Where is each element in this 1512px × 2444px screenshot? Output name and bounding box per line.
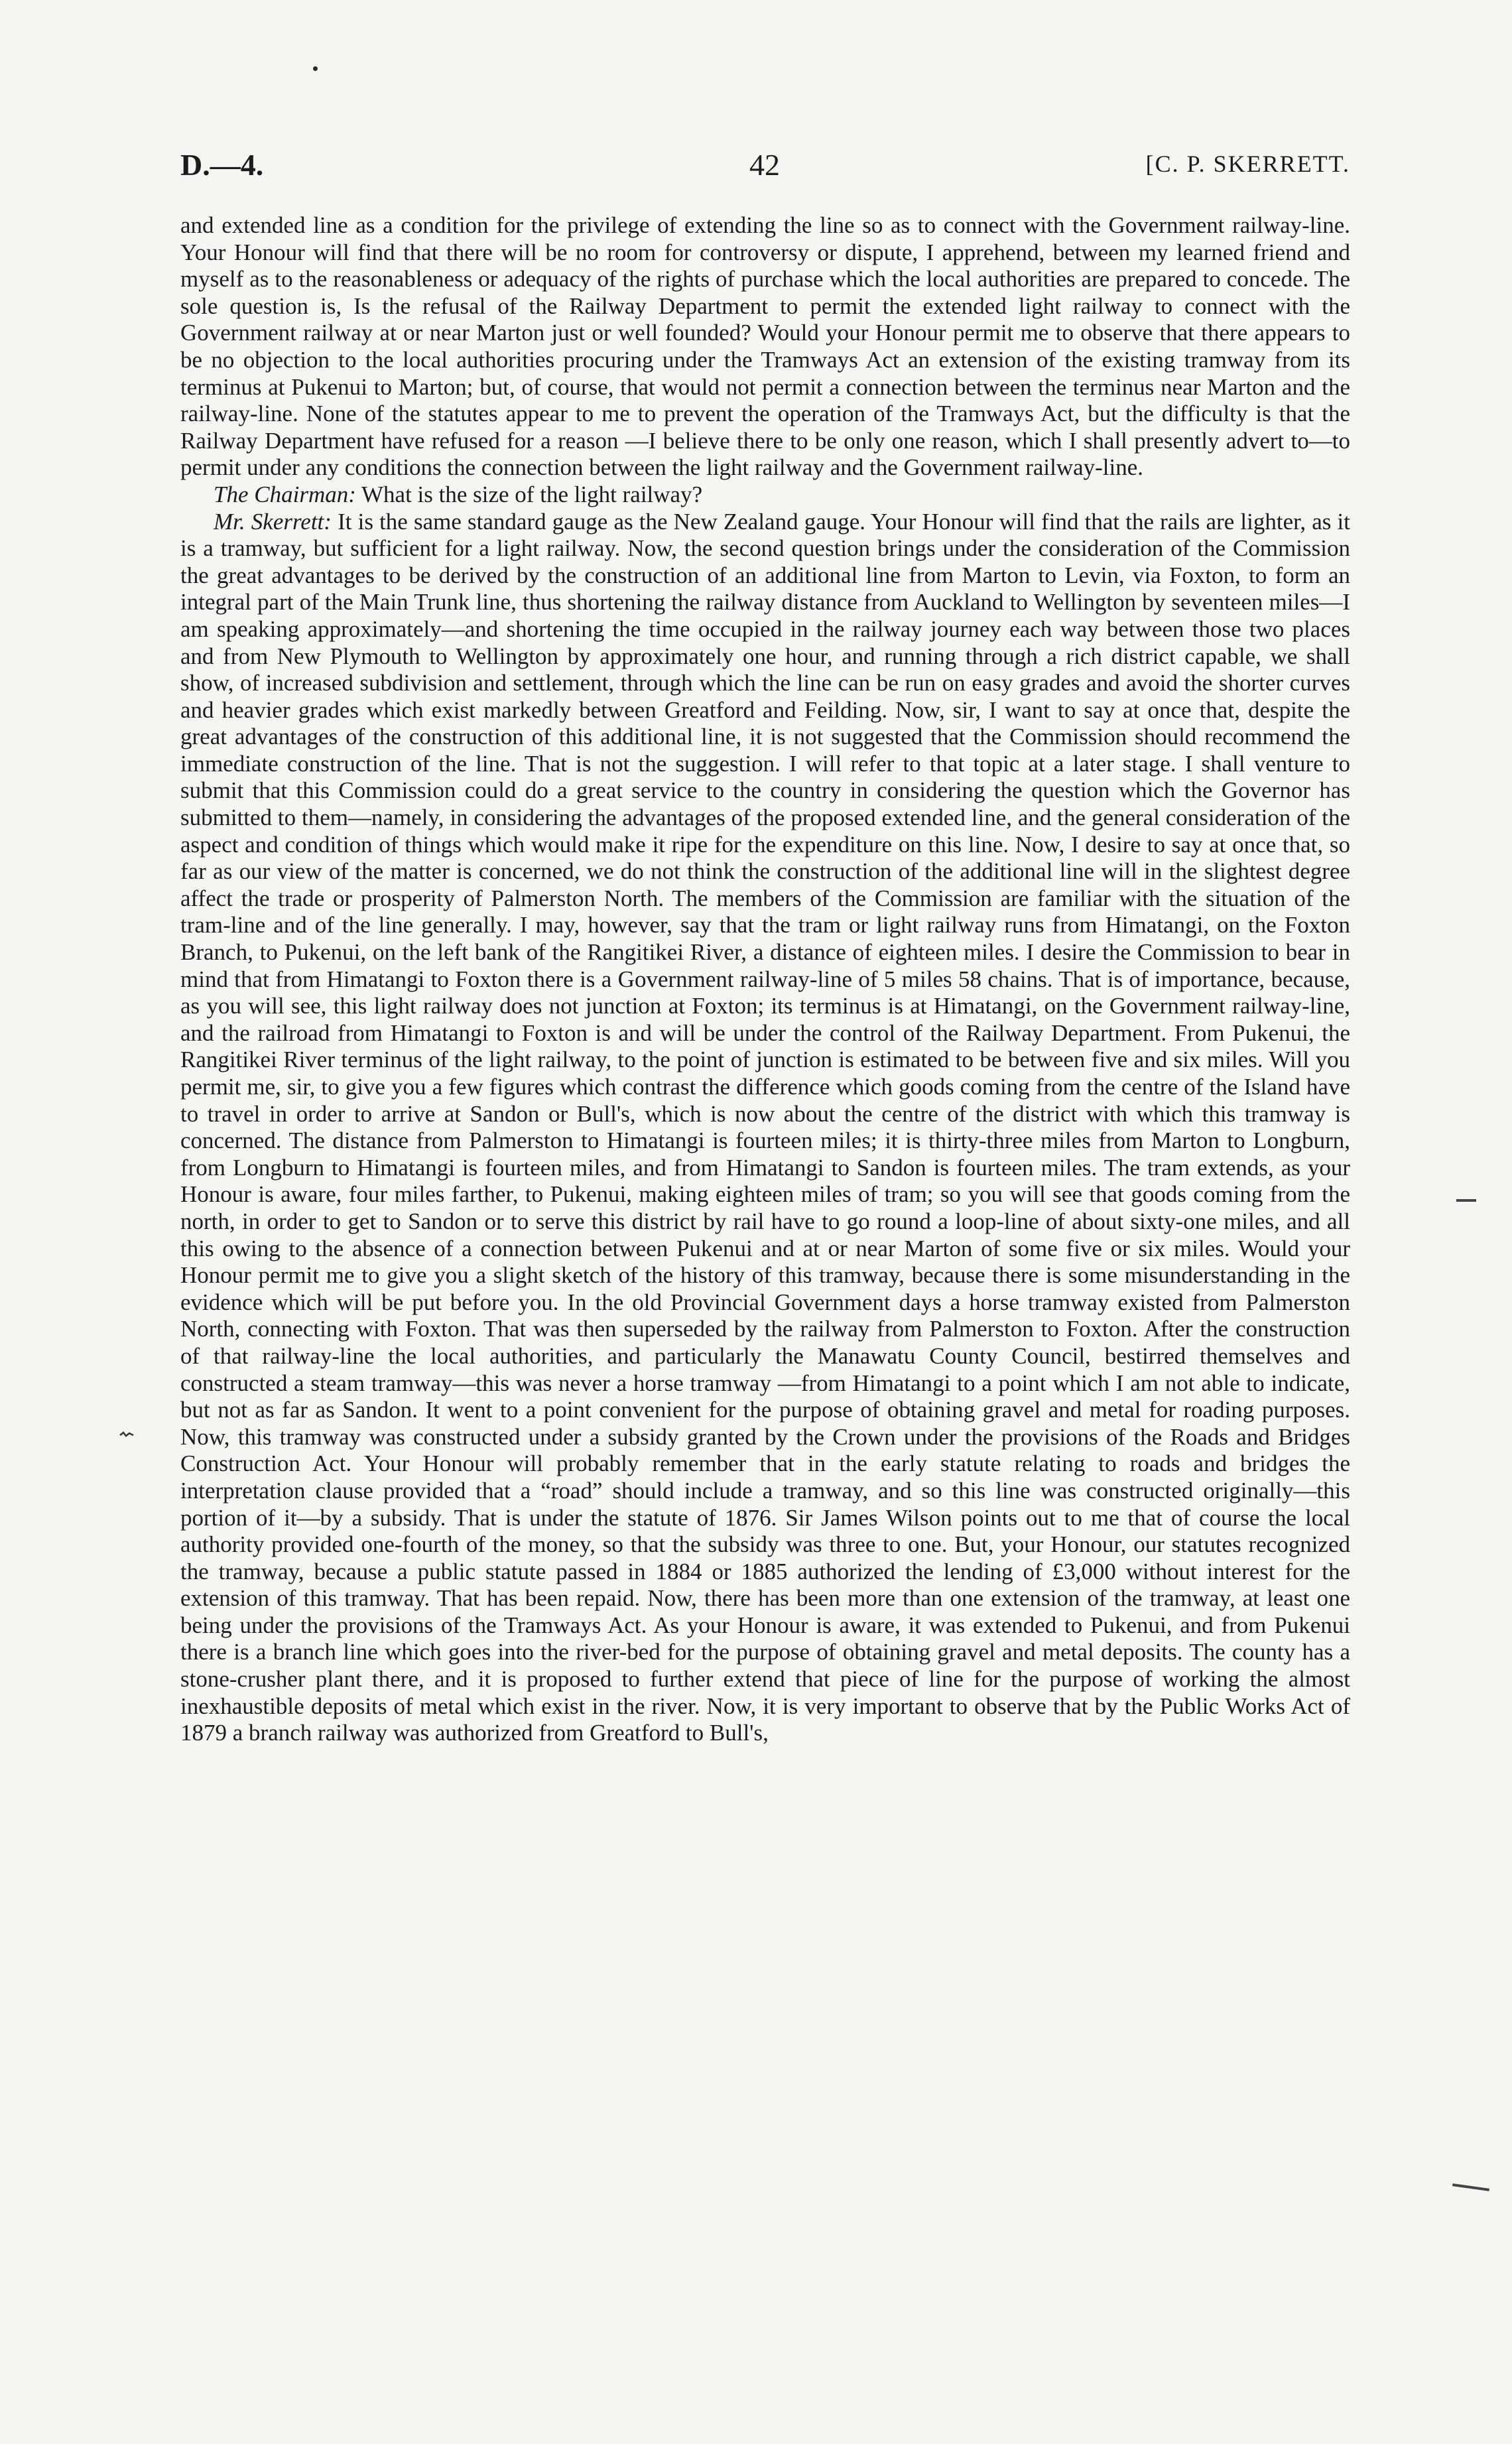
speaker-chairman: The Chairman:: [214, 481, 356, 507]
paragraph-continued: and extended line as a condition for the privilege of extending the line so as to connect with the Government railway-line. Your Honour will find that there will be no room for controversy or dispute, I apprehend, between my learned friend and myself as to the reasonableness or adequacy of the rights of purchase which the local authorities are prepared to concede. The sole question is, Is the refusal of the Railway Department to permit the extended light railway to connect with the Government railway at or near Marton just or well founded? Would your Honour permit me to observe that there appears to be no objection to the local authorities procuring under the Tramways Act an extension of the existing tramway from its terminus at Pukenui to Marton; but, of course, that would not permit a connection between the terminus near Marton and the railway-line. None of the statutes appear to me to prevent the operation of the Tramways Act, but the difficulty is that the Railway Department have refused for a reason —I believe there to be only one reason, which I shall presently advert to—to permit under any conditions the connection between the light railway and the Government railway-line.: [180, 212, 1350, 481]
page-number: 42: [749, 148, 780, 182]
ink-dot-mark: [313, 66, 318, 71]
margin-dash-mark: [1456, 1199, 1476, 1202]
chairman-question: What is the size of the light railway?: [361, 481, 703, 507]
document-code: D.—4.: [180, 148, 264, 182]
page-header: [180, 147, 1350, 194]
skerrett-answer: It is the same standard gauge as the New Zealand gauge. Your Honour will find that the rails are lighter, as it is a tramway, but sufficient for a light railway. Now, the second question brings under the consideration of the Commission the great advantages to be derived by the construction of an additional line from Marton to Levin, via Foxton, to form an integral part of the Main Trunk line, thus shortening the railway distance from Auckland to Wellington by seventeen miles—I am speaking approximately—and shortening the time occupied in the railway journey each way between those two places and from New Plymouth to Wellington by approximately one hour, and running through a rich district capable, we shall show, of increased subdivision and settlement, through which the line can be run on easy grades and avoid the shorter curves and heavier grades which exist markedly between Greatford and Feilding. Now, sir, I want to say at once that, despite the great advantages of the construction of this additional line, it is not suggested that the Commission should recommend the immediate construction of the line. That is not the suggestion. I will refer to that topic at a later stage. I shall venture to submit that this Commission could do a great service to the country in considering the question which the Governor has submitted to them—namely, in considering the advantages of the proposed extended line, and the general consideration of the aspect and condition of things which would make it ripe for the expenditure on this line. Now, I desire to say at once that, so far as our view of the matter is concerned, we do not think the construction of the additional line will in the slightest degree affect the trade or prosperity of Palmerston North. The members of the Commission are familiar with the situation of the tram-line and of the line generally. I may, however, say that the tram or light railway runs from Himatangi, on the Foxton Branch, to Pukenui, on the left bank of the Rangitikei River, a distance of eighteen miles. I desire the Commission to bear in mind that from Himatangi to Foxton there is a Government railway-line of 5 miles 58 chains. That is of importance, because, as you will see, this light railway does not junction at Foxton; its terminus is at Himatangi, on the Government railway-line, and the railroad from Himatangi to Foxton is and will be under the control of the Railway Department. From Pukenui, the Rangitikei River terminus of the light railway, to the point of junction is estimated to be between five and six miles. Will you permit me, sir, to give you a few figures which contrast the difference which goods coming from the centre of the Island have to travel in order to arrive at Sandon or Bull's, which is now about the centre of the district with which this tramway is concerned. The distance from Palmerston to Himatangi is fourteen miles; it is thirty-three miles from Marton to Longburn, from Longburn to Himatangi is fourteen miles, and from Himatangi to Sandon is fourteen miles. The tram extends, as your Honour is aware, four miles farther, to Pukenui, making eighteen miles of tram; so you will see that goods coming from the north, in order to get to Sandon or to serve this district by rail have to go round a loop-line of about sixty-one miles, and all this owing to the absence of a connection between Pukenui and at or near Marton of some five or six miles. Would your Honour permit me to give you a slight sketch of the history of this tramway, because there is some misunderstanding in the evidence which will be put before you. In the old Provincial Government days a horse tramway existed from Palmerston North, connecting with Foxton. That was then superseded by the railway from Palmerston to Foxton. After the construction of that railway-line the local authorities, and particularly the Manawatu County Council, bestirred themselves and constructed a steam tramway—this was never a horse tramway —from Himatangi to a point which I am not able to indicate, but not as far as Sandon. It went to a point convenient for the purpose of obtaining gravel and metal for roading purposes. Now, this tramway was constructed under a subsidy granted by the Crown under the provisions of the Roads and Bridges Construction Act. Your Honour will probably remember that in the early statute relating to roads and bridges the interpretation clause provided that a “road” should include a tramway, and so this line was constructed originally—this portion of it—by a subsidy. That is under the statute of 1876. Sir James Wilson points out to me that of course the local authority provided one-fourth of the money, so that the subsidy was three to one. But, your Honour, our statutes recognized the tramway, because a public statute passed in 1884 or 1885 authorized the lending of £3,000 without interest for the extension of this tramway. That has been repaid. Now, there has been more than one extension of the tramway, at least one being under the provisions of the Tramways Act. As your Honour is aware, it was extended to Pukenui, and from Pukenui there is a branch line which goes into the river-bed for the purpose of obtaining gravel and metal deposits. The county has a stone-crusher plant there, and it is proposed to further extend that piece of line for the purpose of working the almost inexhaustible deposits of metal which exist in the river. Now, it is very important to observe that by the Public Works Act of 1879 a branch railway was authorized from Greatford to Bull's,: [180, 508, 1350, 1746]
paragraph-skerrett: [180, 509, 1350, 1747]
body-text: [180, 212, 1350, 1747]
witness-name: [C. P. SKERRETT.: [1145, 151, 1350, 177]
margin-scribble-mark: [119, 1431, 134, 1438]
speaker-skerrett: Mr. Skerrett:: [214, 508, 332, 535]
paragraph-chairman: [180, 482, 1350, 509]
margin-dash-mark-lower: [1452, 2183, 1489, 2191]
